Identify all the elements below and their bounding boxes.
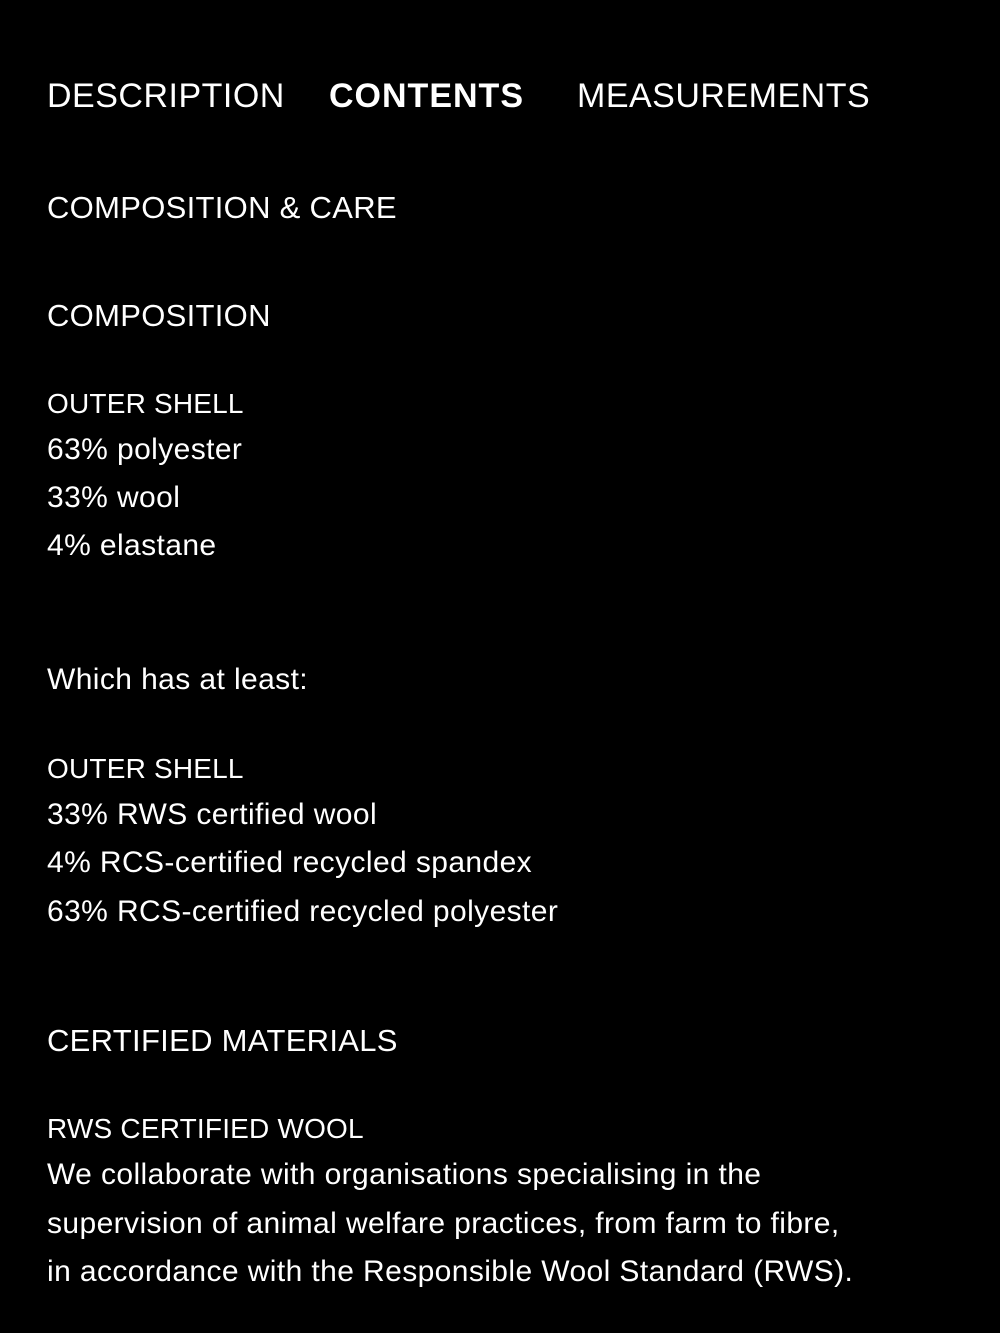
tab-measurements[interactable]: MEASUREMENTS xyxy=(577,77,871,115)
at-least-item: 63% RCS-certified recycled polyester xyxy=(47,895,559,928)
certified-materials-title: CERTIFIED MATERIALS xyxy=(47,1023,398,1058)
composition-title: COMPOSITION xyxy=(47,298,271,333)
composition-part-label: OUTER SHELL xyxy=(47,388,244,419)
certified-description-line: supervision of animal welfare practices, from farm to fibre, xyxy=(47,1207,840,1240)
composition-item: 4% elastane xyxy=(47,529,217,562)
at-least-intro: Which has at least: xyxy=(47,663,309,696)
tab-contents[interactable]: CONTENTS xyxy=(329,77,524,115)
certified-description-line: We collaborate with organisations specialising in the xyxy=(47,1158,762,1191)
section-title: COMPOSITION & CARE xyxy=(47,190,397,225)
certified-item-title: RWS CERTIFIED WOOL xyxy=(47,1113,364,1144)
tab-description[interactable]: DESCRIPTION xyxy=(47,77,285,115)
certified-description-line: in accordance with the Responsible Wool Standard (RWS). xyxy=(47,1255,854,1288)
details-tabs xyxy=(47,74,870,118)
composition-item: 63% polyester xyxy=(47,433,243,466)
at-least-item: 33% RWS certified wool xyxy=(47,798,378,831)
at-least-item: 4% RCS-certified recycled spandex xyxy=(47,846,533,879)
at-least-part-label: OUTER SHELL xyxy=(47,753,244,784)
composition-item: 33% wool xyxy=(47,481,181,514)
